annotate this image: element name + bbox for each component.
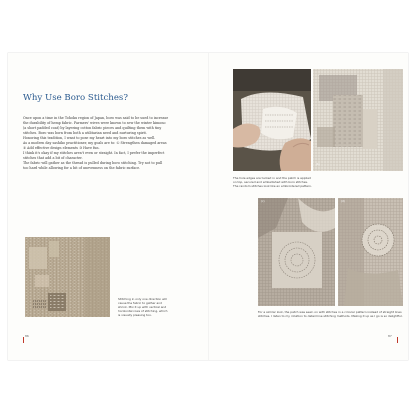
photo-caption — [118, 297, 178, 317]
page-number-marker — [397, 337, 398, 343]
body-line: stitches that add a bit of character. — [23, 156, 83, 161]
caption-line: The random stitches look like an embroidered pattern. — [233, 184, 312, 188]
photo-tag: (b) — [316, 163, 320, 166]
page-number: 86 — [25, 334, 29, 338]
boro-patch-photo — [25, 237, 110, 317]
caption-line: For a similar look, the patch was sewn on with stitches in a circular pattern instead of straight lines — [258, 310, 402, 314]
hands-stitching-illustration — [233, 69, 311, 171]
body-line: ② Add effective design elements ③ Have fun. — [23, 146, 100, 151]
body-line: stitches. Boro was born from both a utilitarian need and nurturing spirit. — [23, 131, 147, 136]
caption-line: is visually pleasing too. — [118, 313, 152, 317]
caption-line: Stitching in only one direction will — [118, 297, 167, 301]
body-line: too hard while allowing for a bit of unevenness on the fabric surface. — [23, 166, 141, 171]
body-text — [23, 116, 204, 172]
caption-line: on top, secured and embellished with boro stitches. — [233, 180, 308, 184]
circular-stitch-illustration — [258, 198, 335, 306]
caption-line: stitches. I listen to my intuition to determine stitching methods. Making it up as I go is so delightful. — [258, 314, 403, 318]
body-line: Once upon a time in the Tohoku region of Japan, boro was said to be used to increase — [23, 116, 169, 120]
circle-detail-illustration — [338, 198, 403, 306]
photo-caption — [258, 310, 404, 318]
page-number: 87 — [388, 334, 392, 338]
body-line: Honoring this tradition, I want to pose my heart into my boro stitches as well. — [23, 136, 156, 141]
caption-line: shrink. Mix it up with vertical and — [118, 305, 167, 309]
caption-line: The hole edges are tucked in and the patch is applied — [233, 176, 311, 180]
body-line: As a modern day sashiko practitioner, my goals are to: ① Strengthen damaged areas — [23, 141, 167, 146]
finished-patch-illustration — [313, 69, 403, 171]
body-line: I think it's okay if my stitches aren't even or straight. In fact, I prefer the imperfect — [23, 151, 165, 156]
page-title: Why Use Boro Stitches? — [23, 93, 128, 103]
body-line: (a short padded coat) by layering cotton fabric pieces and quilting them with tiny — [23, 126, 162, 131]
photo-tag: (c) — [261, 200, 265, 203]
caption-line: horizontal rows of stitching, which — [118, 309, 168, 313]
body-line: the durability of hemp fabric. Farmers' wives were known to sew the winter kimono — [23, 121, 166, 126]
hands-stitching-photo — [233, 69, 311, 171]
boro-patch-illustration — [25, 237, 110, 317]
body-line: The fabric will gather as the thread is pulled during boro stitching. Try not to pull — [23, 161, 163, 166]
book-gutter — [208, 53, 209, 360]
photo-caption — [233, 176, 403, 188]
photo-tag: (d) — [341, 200, 345, 203]
page-number-marker — [23, 337, 24, 343]
circle-detail-photo — [338, 198, 403, 306]
finished-patch-photo — [313, 69, 403, 171]
caption-line: cause the fabric to gather and — [118, 301, 162, 305]
circular-stitch-photo — [258, 198, 335, 306]
book-spread — [8, 53, 408, 360]
